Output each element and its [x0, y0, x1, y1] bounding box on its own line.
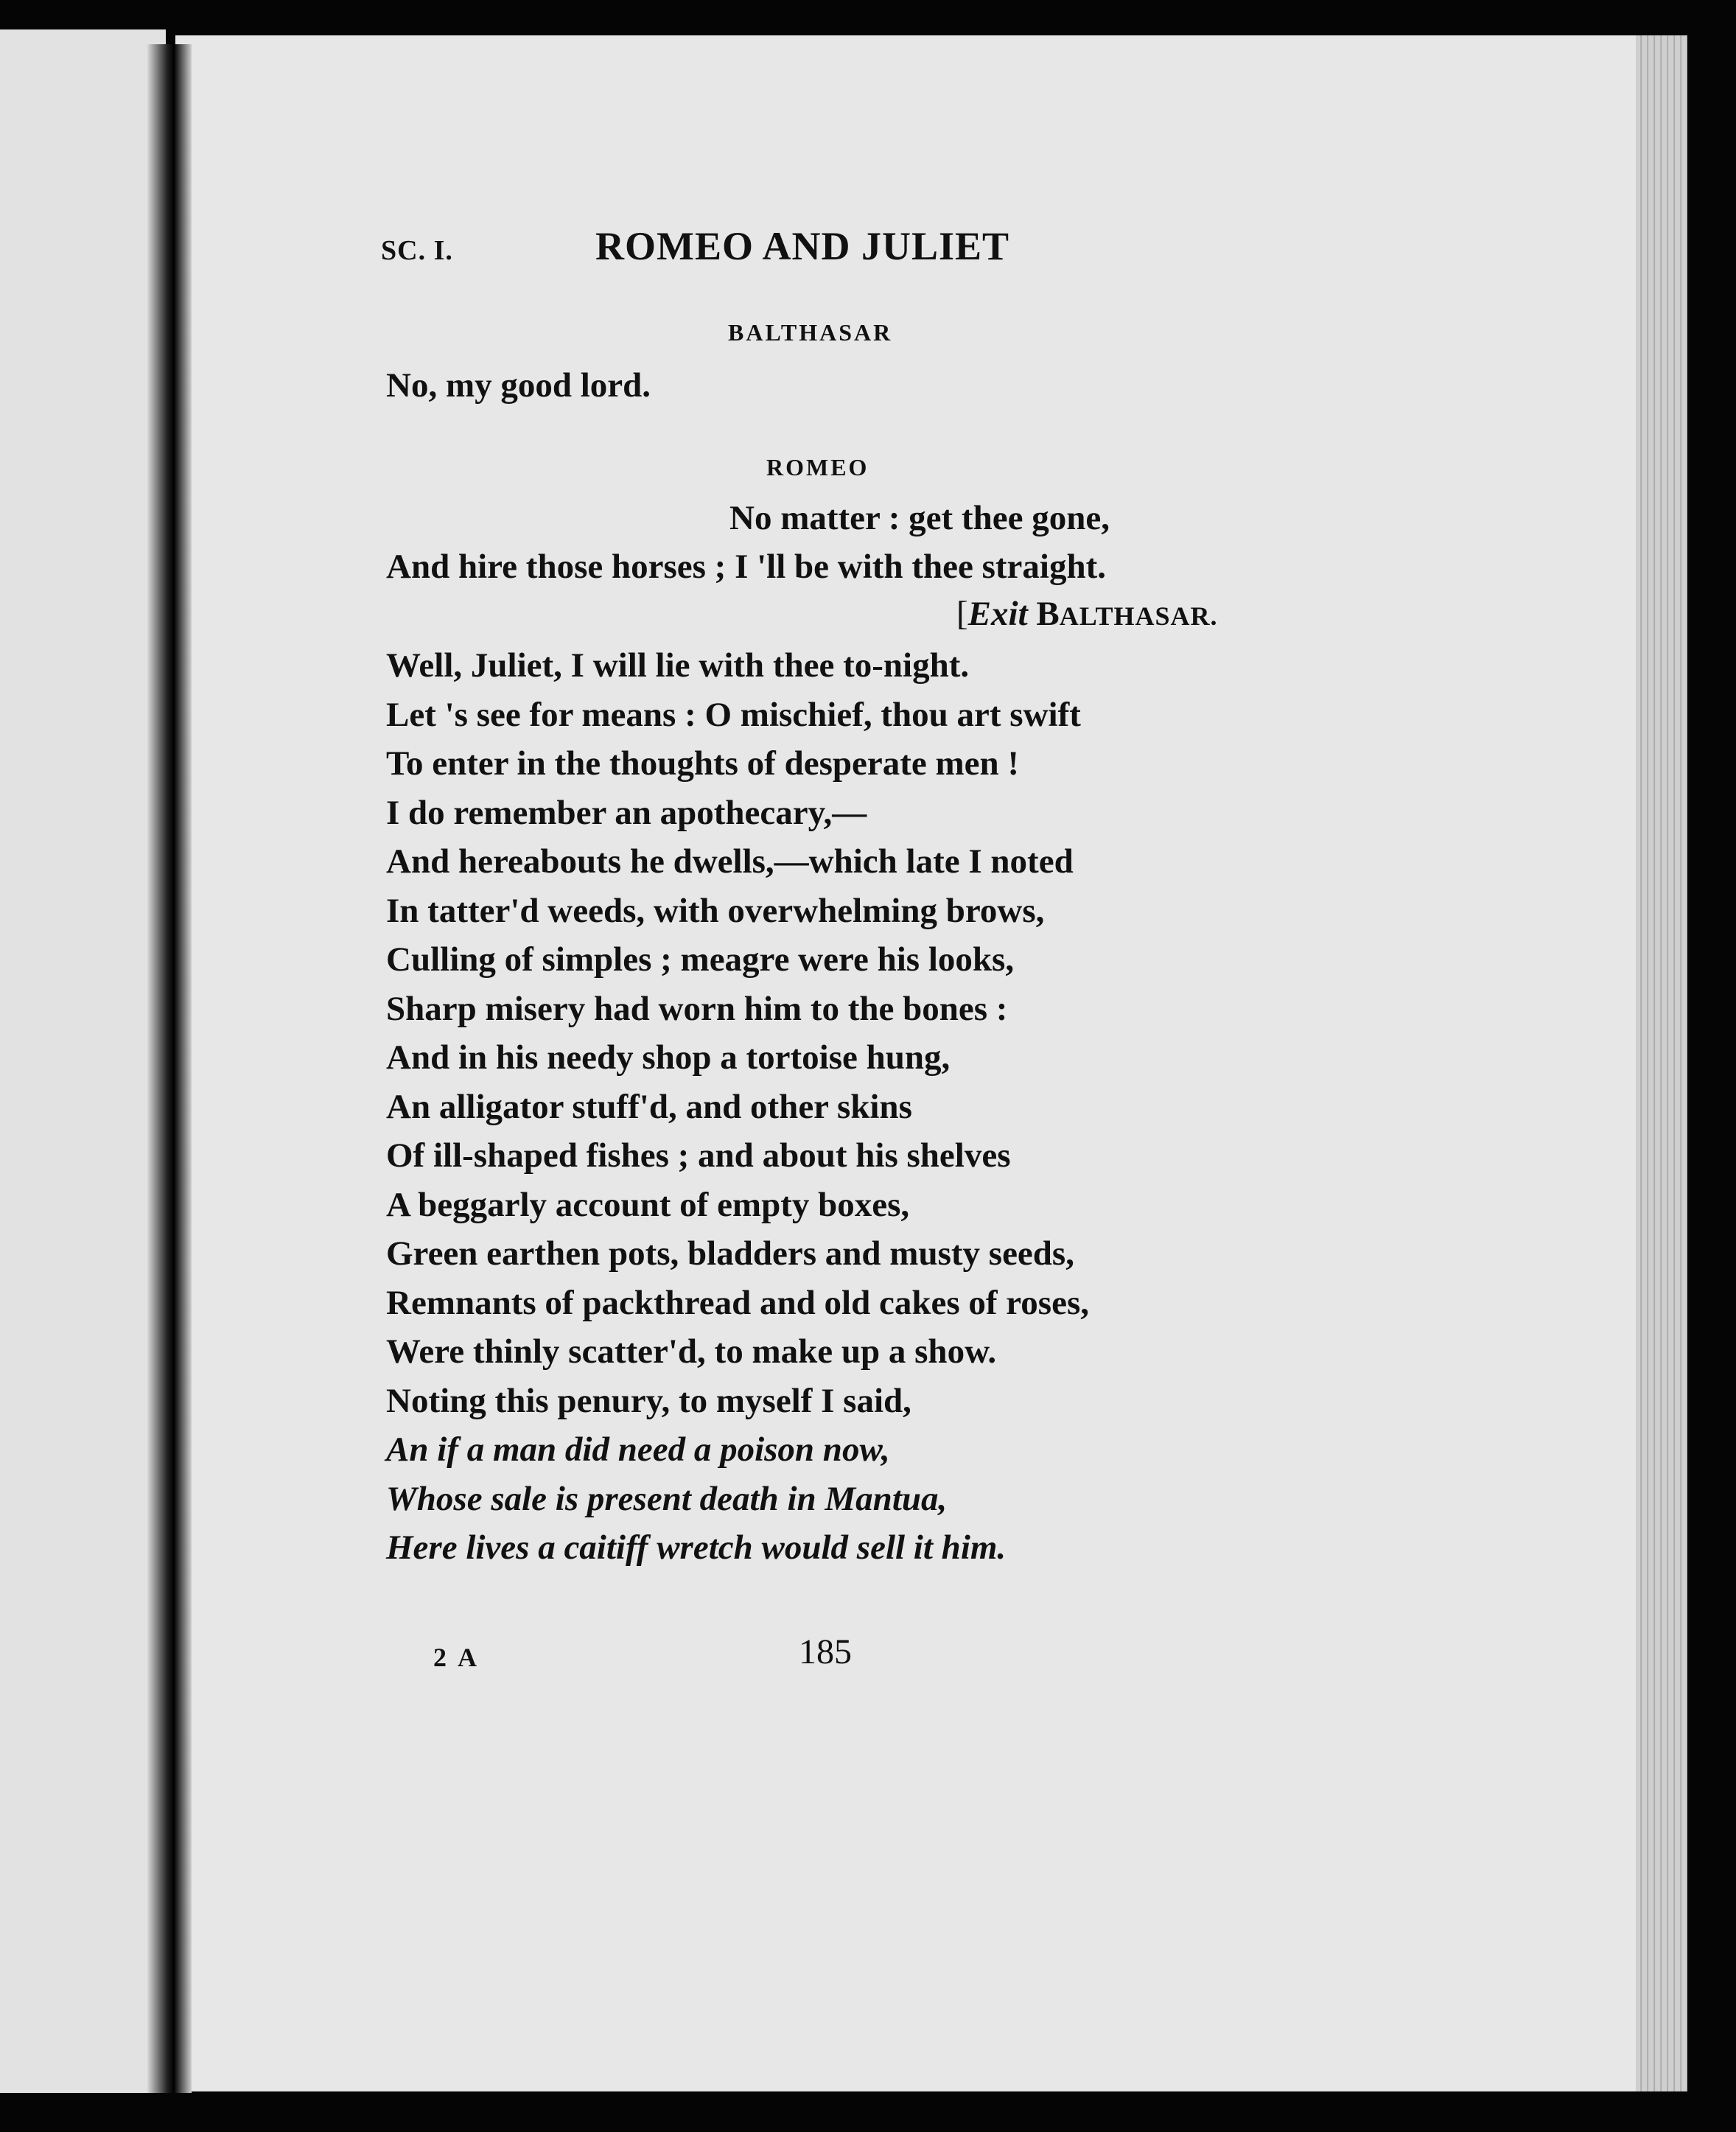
italic-verse-line: Whose sale is present death in Mantua, — [386, 1480, 948, 1518]
verse-line: Were thinly scatter'd, to make up a show. — [386, 1332, 997, 1371]
stage-verb: Exit — [967, 595, 1028, 633]
verse-line: Sharp misery had worn him to the bones : — [386, 990, 1008, 1028]
verse-line: Culling of simples ; meagre were his looks, — [386, 940, 1015, 979]
signature-mark: 2 A — [433, 1643, 480, 1672]
stage-bracket: [ — [956, 595, 968, 633]
verse-line: Green earthen pots, bladders and musty seeds, — [386, 1234, 1074, 1273]
book-page — [175, 35, 1649, 2091]
verse-line: A beggarly account of empty boxes, — [386, 1186, 910, 1224]
verse-line: To enter in the thoughts of desperate men ! — [386, 744, 1020, 783]
page-number: 185 — [799, 1632, 852, 1671]
running-title: ROMEO AND JULIET — [595, 224, 1010, 268]
verse-line: An alligator stuff'd, and other skins — [386, 1088, 912, 1126]
verse-line: I do remember an apothecary,— — [386, 794, 867, 832]
italic-verse-line: An if a man did need a poison now, — [386, 1430, 890, 1469]
verse-line: Of ill-shaped fishes ; and about his shelves — [386, 1136, 1011, 1175]
verse-line: Noting this penury, to myself I said, — [386, 1382, 911, 1420]
verse-line: And in his needy shop a tortoise hung, — [386, 1038, 951, 1077]
italic-verse-line: Here lives a caitiff wretch would sell it him. — [386, 1528, 1007, 1567]
verse-line: Let 's see for means : O mischief, thou art swift — [386, 696, 1081, 734]
left-page-edge — [0, 29, 166, 2093]
scene-marker: SC. I. — [381, 235, 453, 266]
gutter-shadow — [147, 44, 192, 2093]
stage-direction — [956, 594, 1217, 634]
verse-line: And hire those horses ; I 'll be with thee straight. — [386, 548, 1106, 586]
speaker-balthasar: BALTHASAR — [728, 319, 893, 346]
page-text — [175, 35, 1649, 2091]
verse-line: No, my good lord. — [386, 366, 651, 405]
speaker-romeo: ROMEO — [766, 454, 869, 480]
stage-name-initial: B — [1036, 595, 1060, 633]
verse-line: No matter : get thee gone, — [729, 499, 1110, 537]
verse-line: And hereabouts he dwells,—which late I noted — [386, 842, 1074, 881]
verse-line: Remnants of packthread and old cakes of roses, — [386, 1284, 1089, 1322]
verse-line: In tatter'd weeds, with overwhelming brows, — [386, 892, 1045, 930]
right-page-edges — [1636, 35, 1687, 2091]
verse-line: Well, Juliet, I will lie with thee to-night. — [386, 646, 970, 685]
stage-name-rest: ALTHASAR. — [1059, 601, 1218, 631]
